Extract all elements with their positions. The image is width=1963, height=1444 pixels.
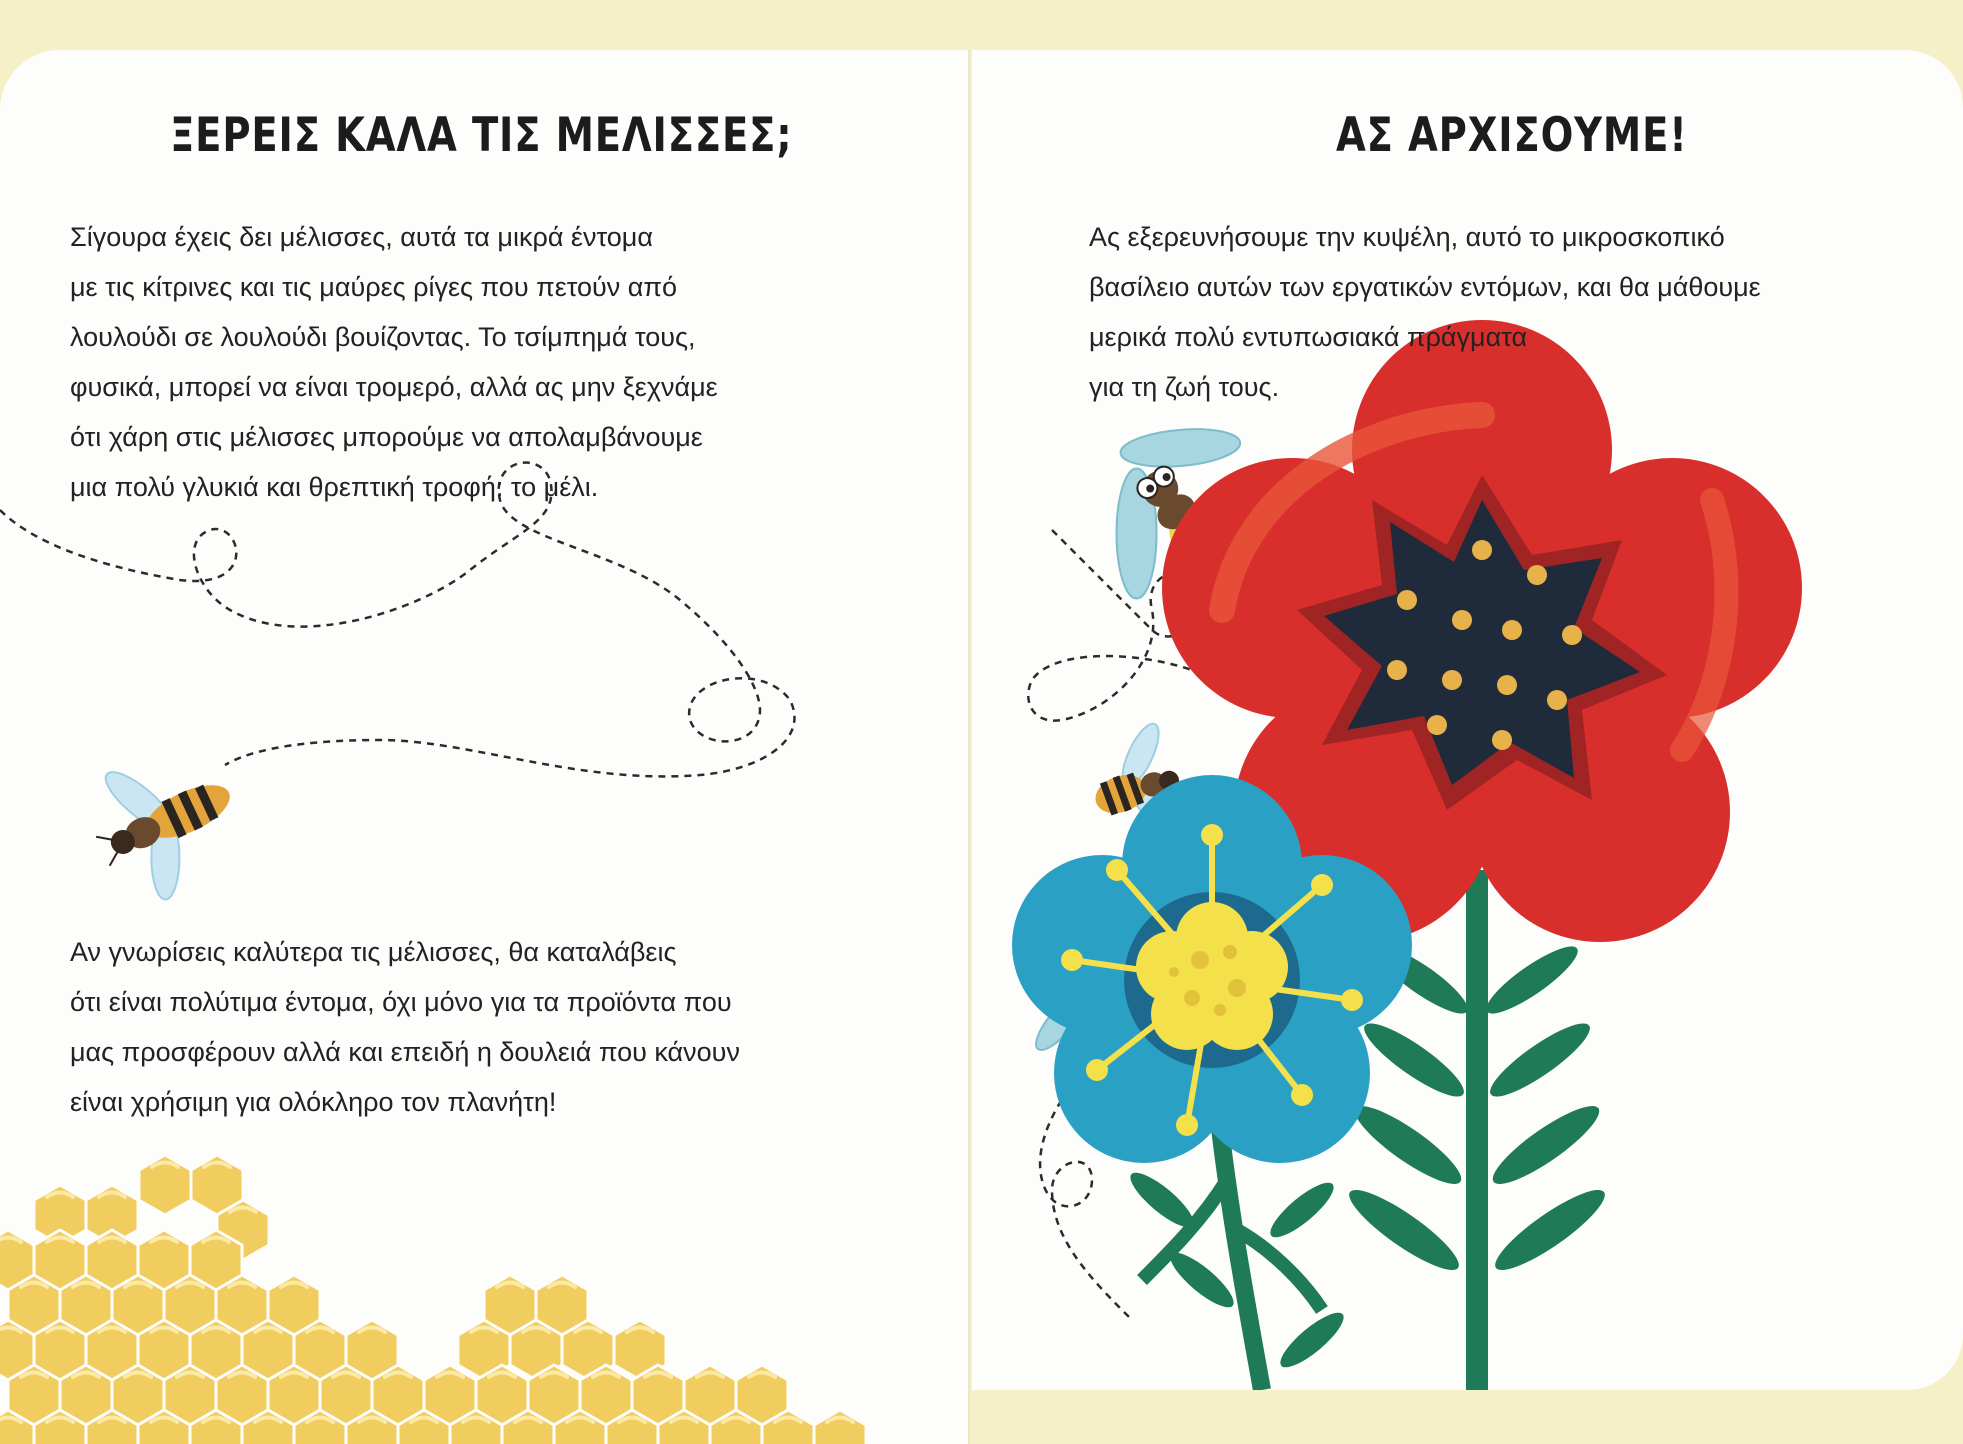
left-outro-paragraph xyxy=(70,927,740,1127)
text-line: ότι είναι πολύτιμα έντομα, όχι μόνο για τα προϊόντα που xyxy=(70,987,732,1017)
text-line: μας προσφέρουν αλλά και επειδή η δουλειά που κάνουν xyxy=(70,1037,740,1067)
text-line: μερικά πολύ εντυπωσιακά πράγματα xyxy=(1089,322,1528,352)
text-line: Ας εξερευνήσουμε την κυψέλη, αυτό το μικροσκοπικό xyxy=(1089,222,1725,252)
text-line: Σίγουρα έχεις δει μέλισσες, αυτά τα μικρά έντομα xyxy=(70,222,653,252)
text-line: βασίλειο αυτών των εργατικών εντόμων, και θα μάθουμε xyxy=(1089,272,1761,302)
right-page xyxy=(972,50,1963,1390)
text-line: μια πολύ γλυκιά και θρεπτική τροφή: το μέλι. xyxy=(70,472,599,502)
right-intro-paragraph xyxy=(1089,212,1761,412)
left-page xyxy=(0,50,970,1444)
text-line: είναι χρήσιμη για ολόκληρο τον πλανήτη! xyxy=(70,1087,557,1117)
honeycomb-illustration xyxy=(0,1155,866,1444)
text-line: Αν γνωρίσεις καλύτερα τις μέλισσες, θα καταλάβεις xyxy=(70,937,677,967)
text-line: με τις κίτρινες και τις μαύρες ρίγες που πετούν από xyxy=(70,272,678,302)
text-line: φυσικά, μπορεί να είναι τρομερό, αλλά ας μην ξεχνάμε xyxy=(70,372,718,402)
text-line: λουλούδι σε λουλούδι βουίζοντας. Το τσίμπημά τους, xyxy=(70,322,696,352)
left-intro-paragraph xyxy=(70,212,718,512)
bee-illustration xyxy=(72,725,261,920)
right-page-title: ΑΣ ΑΡΧΙΣΟΥΜΕ! xyxy=(1336,108,1688,163)
text-line: για τη ζωή τους. xyxy=(1089,372,1280,402)
text-line: ότι χάρη στις μέλισσες μπορούμε να απολαμβάνουμε xyxy=(70,422,703,452)
left-page-title: ΞΕΡΕΙΣ ΚΑΛΑ ΤΙΣ ΜΕΛΙΣΣΕΣ; xyxy=(170,108,793,163)
